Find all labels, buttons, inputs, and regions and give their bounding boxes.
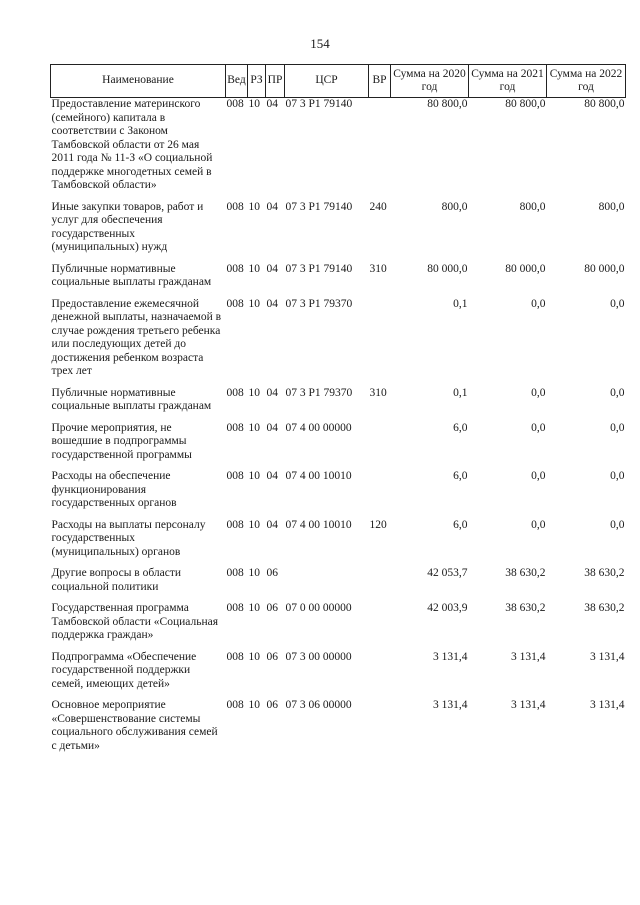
cell-sum-2020: 6,0 — [453, 518, 468, 531]
cell-ved: 008 — [226, 200, 244, 213]
cell-ved: 008 — [226, 297, 244, 310]
header-pr: ПР — [266, 65, 285, 98]
cell-csr: 07 4 00 10010 — [285, 470, 352, 482]
cell-vr: 240 — [369, 200, 387, 213]
cell-vr — [369, 651, 391, 700]
cell-csr: 07 0 00 00000 — [285, 602, 352, 614]
cell-vr — [369, 567, 391, 602]
cell-rz: 10 — [248, 262, 260, 275]
cell-name: Публичные нормативные социальные выплаты гражданам — [51, 262, 212, 288]
cell-vr — [369, 98, 391, 201]
cell-vr — [369, 699, 391, 761]
cell-rz: 10 — [248, 297, 260, 310]
cell-pr: 04 — [266, 386, 278, 399]
cell-sum-2021: 3 131,4 — [511, 699, 546, 711]
header-ved: Вед — [226, 65, 248, 98]
cell-sum-2022: 0,0 — [610, 421, 625, 434]
cell-ved: 008 — [226, 386, 244, 399]
cell-pr: 06 — [266, 699, 278, 711]
cell-vr — [369, 602, 391, 651]
cell-sum-2020: 0,1 — [453, 297, 468, 310]
cell-rz: 10 — [248, 470, 260, 482]
cell-sum-2022: 80 800,0 — [584, 98, 625, 110]
cell-csr: 07 3 P1 79370 — [285, 297, 353, 310]
cell-sum-2021: 3 131,4 — [511, 650, 546, 663]
cell-name: Публичные нормативные социальные выплаты гражданам — [51, 386, 212, 412]
cell-pr: 04 — [266, 518, 278, 531]
cell-sum-2020: 42 003,9 — [427, 602, 468, 614]
cell-pr: 06 — [266, 602, 278, 614]
cell-sum-2021: 0,0 — [531, 297, 546, 310]
cell-csr: 07 4 00 10010 — [285, 518, 352, 531]
cell-pr: 04 — [266, 297, 278, 310]
cell-vr — [369, 470, 391, 519]
cell-pr: 06 — [266, 650, 278, 663]
cell-sum-2021: 0,0 — [531, 518, 546, 531]
cell-sum-2022: 80 000,0 — [584, 262, 625, 275]
table-row — [51, 470, 626, 519]
cell-name: Предоставление материнского (семейного) капитала в соответствии с Законом Тамбовской области от 26 мая 2011 года № 11-З «О социальной поддержке многодетных семей в Тамбовской области» — [51, 98, 213, 191]
page-number: 154 — [310, 36, 330, 51]
cell-sum-2020: 6,0 — [453, 421, 468, 434]
cell-sum-2022: 38 630,2 — [584, 567, 625, 579]
table-row — [51, 519, 626, 568]
cell-sum-2022: 0,0 — [610, 518, 625, 531]
cell-vr — [369, 298, 391, 387]
cell-sum-2021: 800,0 — [519, 200, 546, 213]
header-sum-2021: Сумма на 2021 год — [469, 65, 547, 98]
cell-pr: 04 — [266, 98, 278, 110]
cell-pr: 06 — [266, 567, 278, 579]
cell-sum-2020: 800,0 — [441, 200, 468, 213]
cell-ved: 008 — [226, 699, 244, 711]
cell-name: Основное мероприятие «Совершенствование системы социального обслуживания семей с детьми» — [51, 699, 218, 752]
table-row — [51, 602, 626, 651]
cell-ved: 008 — [226, 262, 244, 275]
cell-pr: 04 — [266, 200, 278, 213]
cell-rz: 10 — [248, 421, 260, 434]
cell-sum-2022: 38 630,2 — [584, 602, 625, 614]
cell-csr: 07 3 P1 79140 — [285, 98, 353, 110]
cell-csr: 07 3 P1 79140 — [285, 262, 353, 275]
cell-pr: 04 — [266, 470, 278, 482]
cell-sum-2021: 0,0 — [531, 421, 546, 434]
cell-rz: 10 — [248, 386, 260, 399]
table-row — [51, 298, 626, 387]
cell-csr: 07 4 00 00000 — [285, 421, 352, 434]
cell-sum-2021: 80 000,0 — [505, 262, 546, 275]
cell-sum-2021: 80 800,0 — [505, 98, 546, 110]
cell-ved: 008 — [226, 421, 244, 434]
cell-rz: 10 — [248, 567, 260, 579]
cell-sum-2020: 3 131,4 — [433, 699, 468, 711]
cell-sum-2022: 0,0 — [610, 386, 625, 399]
table-row — [51, 98, 626, 201]
cell-vr: 310 — [369, 262, 387, 275]
cell-csr — [285, 567, 369, 602]
table-row — [51, 201, 626, 263]
cell-sum-2020: 42 053,7 — [427, 567, 468, 579]
cell-csr: 07 3 00 00000 — [285, 650, 352, 663]
cell-name: Расходы на обеспечение функционирования государственных органов — [51, 470, 177, 509]
cell-name: Государственная программа Тамбовской области «Социальная поддержка граждан» — [51, 602, 219, 641]
table-row — [51, 567, 626, 602]
cell-ved: 008 — [226, 650, 244, 663]
cell-sum-2021: 38 630,2 — [505, 567, 546, 579]
cell-rz: 10 — [248, 200, 260, 213]
cell-sum-2022: 800,0 — [598, 200, 625, 213]
header-sum-2022: Сумма на 2022 год — [547, 65, 626, 98]
table-row — [51, 699, 626, 761]
cell-csr: 07 3 06 00000 — [285, 699, 352, 711]
cell-pr: 04 — [266, 262, 278, 275]
cell-sum-2020: 80 800,0 — [427, 98, 468, 110]
cell-sum-2022: 0,0 — [610, 297, 625, 310]
cell-sum-2021: 0,0 — [531, 386, 546, 399]
cell-name: Другие вопросы в области социальной политики — [51, 567, 182, 593]
header-rz: РЗ — [248, 65, 266, 98]
cell-rz: 10 — [248, 699, 260, 711]
cell-name: Прочие мероприятия, не вошедшие в подпрограммы государственной программы — [51, 421, 192, 461]
cell-ved: 008 — [226, 567, 244, 579]
cell-csr: 07 3 P1 79370 — [285, 386, 353, 399]
cell-rz: 10 — [248, 602, 260, 614]
cell-rz: 10 — [248, 98, 260, 110]
cell-sum-2020: 0,1 — [453, 386, 468, 399]
cell-sum-2022: 3 131,4 — [590, 699, 625, 711]
header-csr: ЦСР — [285, 65, 369, 98]
cell-rz: 10 — [248, 518, 260, 531]
cell-ved: 008 — [226, 98, 244, 110]
cell-name: Иные закупки товаров, работ и услуг для обеспечения государственных (муниципальных) нужд — [51, 200, 204, 253]
cell-name: Подпрограмма «Обеспечение государственной поддержки семей, имеющих детей» — [51, 650, 197, 690]
cell-name: Расходы на выплаты персоналу государственных (муниципальных) органов — [51, 518, 206, 558]
cell-vr — [369, 422, 391, 471]
cell-vr: 120 — [369, 518, 387, 531]
cell-sum-2020: 3 131,4 — [433, 650, 468, 663]
cell-rz: 10 — [248, 650, 260, 663]
table-row — [51, 422, 626, 471]
cell-sum-2020: 6,0 — [453, 470, 468, 482]
cell-name: Предоставление ежемесячной денежной выплаты, назначаемой в случае рождения третьего ребенка или последующих детей до достижения ребенком возраста трех лет — [51, 297, 222, 377]
table-row — [51, 651, 626, 700]
table-header — [51, 65, 626, 98]
table-row — [51, 387, 626, 422]
cell-sum-2021: 38 630,2 — [505, 602, 546, 614]
table-body — [51, 98, 626, 762]
cell-ved: 008 — [226, 470, 244, 482]
cell-ved: 008 — [226, 518, 244, 531]
cell-pr: 04 — [266, 421, 278, 434]
header-name: Наименование — [51, 65, 226, 98]
cell-sum-2022: 0,0 — [610, 470, 625, 482]
cell-vr: 310 — [369, 386, 387, 399]
cell-sum-2020: 80 000,0 — [427, 262, 468, 275]
cell-ved: 008 — [226, 602, 244, 614]
budget-table — [50, 64, 626, 761]
table-row — [51, 263, 626, 298]
header-vr: ВР — [369, 65, 391, 98]
cell-sum-2021: 0,0 — [531, 470, 546, 482]
cell-sum-2022: 3 131,4 — [590, 650, 625, 663]
header-sum-2020: Сумма на 2020 год — [391, 65, 469, 98]
cell-csr: 07 3 P1 79140 — [285, 200, 353, 213]
